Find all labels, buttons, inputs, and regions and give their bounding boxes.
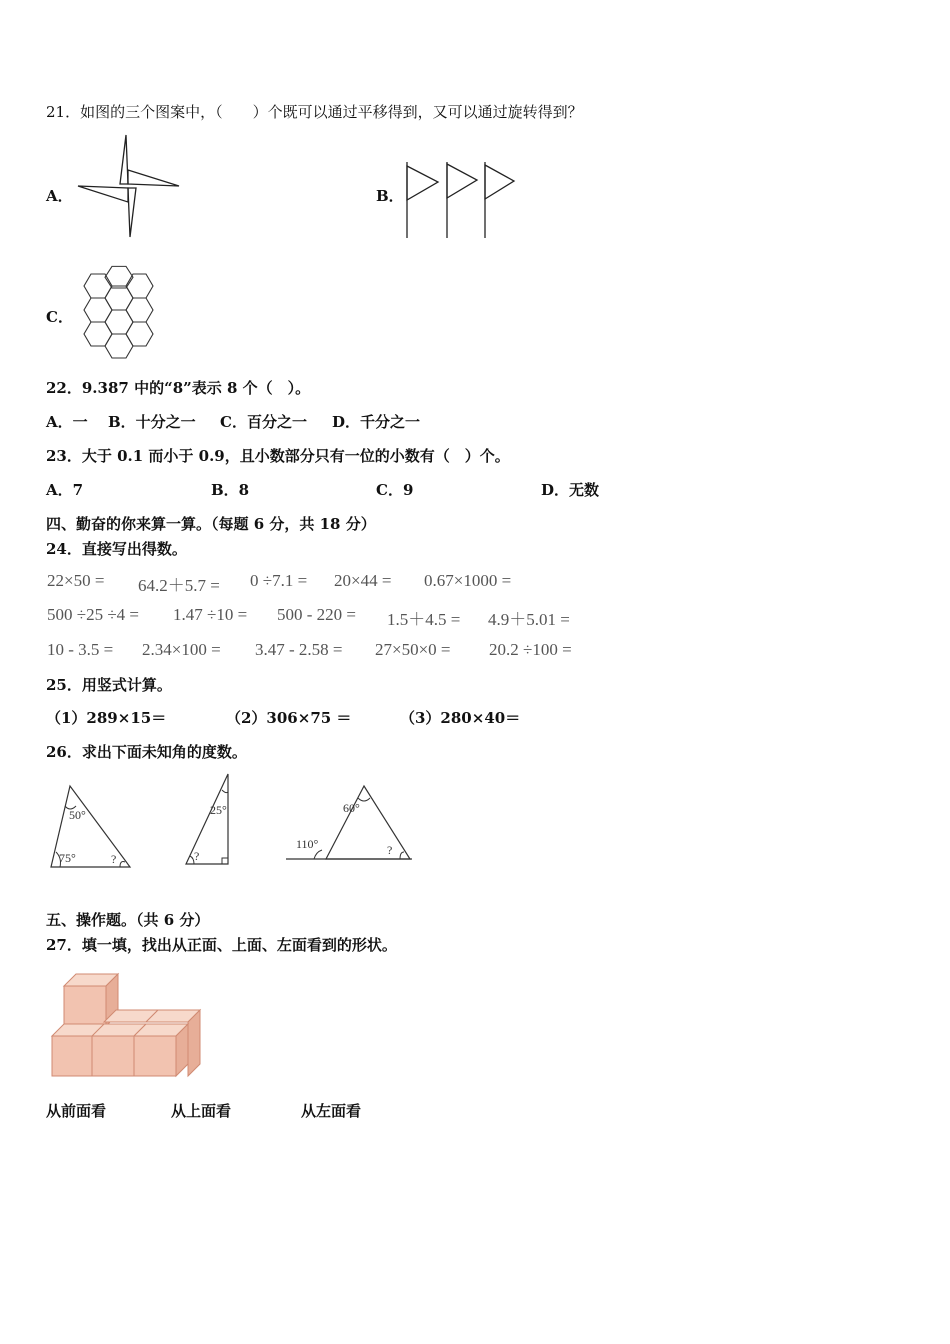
t1-left-angle: 75° [59, 851, 76, 865]
t3-top-angle: 60° [343, 801, 360, 815]
q21-option-a-label: A． [46, 187, 73, 205]
calc-r2-c3: 500 - 220 = [277, 605, 356, 624]
flags-figure [404, 160, 518, 240]
q22-option-b[interactable]: B．十分之一 [108, 413, 196, 431]
triangle-1-figure [48, 782, 134, 872]
q26-stem: 26．求出下面未知角的度数。 [46, 743, 247, 761]
calc-r1-c4: 20×44 = [334, 571, 392, 590]
calc-r3-c2: 2.34×100 = [142, 640, 221, 659]
section-5-heading: 五、操作题。（共 6 分） [46, 911, 210, 929]
calc-r3-c1: 10 - 3.5 = [47, 640, 114, 659]
calc-r2-c5: 4.9＋5.01 = [488, 610, 570, 629]
q25-item-3: （3）280×40＝ [400, 709, 521, 727]
q25-item-2: （2）306×75 ＝ [226, 709, 352, 727]
q24-stem: 24．直接写出得数。 [46, 540, 187, 558]
t1-top-angle: 50° [69, 808, 86, 822]
calc-r2-c2: 1.47 ÷10 = [173, 605, 248, 624]
calc-r3-c5: 20.2 ÷100 = [489, 640, 572, 659]
q27-stem: 27．填一填，找出从正面、上面、左面看到的形状。 [46, 936, 397, 954]
q21-option-b-label: B． [376, 187, 404, 205]
q25-stem: 25．用竖式计算。 [46, 676, 172, 694]
t2-top-angle: 25° [210, 803, 227, 817]
q22-option-a[interactable]: A．一 [46, 413, 88, 431]
q23-stem: 23．大于 0.1 而小于 0.9，且小数部分只有一位的小数有（ ）个。 [46, 447, 510, 465]
q22-option-d[interactable]: D．千分之一 [332, 413, 421, 431]
q23-option-c[interactable]: C．9 [376, 481, 414, 499]
calc-r2-c1: 500 ÷25 ÷4 = [47, 605, 139, 624]
calc-r1-c1: 22×50 = [47, 571, 105, 590]
q22-option-c[interactable]: C．百分之一 [220, 413, 307, 431]
q22-stem: 22．9.387 中的“8”表示 8 个（ ）。 [46, 379, 311, 397]
triangle-2-figure [182, 770, 234, 870]
t3-right-angle: ? [387, 843, 393, 857]
view-front-label: 从前面看 [46, 1102, 107, 1120]
calc-r1-c3: 0 ÷7.1 = [250, 571, 308, 590]
q23-option-d[interactable]: D．无数 [541, 481, 600, 499]
view-top-label: 从上面看 [171, 1102, 232, 1120]
calc-r1-c2: 64.2＋5.7 = [138, 576, 220, 595]
hexagon-figure [74, 266, 168, 360]
q23-option-a[interactable]: A．7 [46, 481, 84, 499]
triangle-3-figure [286, 782, 414, 864]
t2-bottom-angle: ? [194, 849, 200, 863]
q25-item-1: （1）289×15＝ [46, 709, 167, 727]
q23-option-b[interactable]: B．8 [211, 481, 250, 499]
view-left-label: 从左面看 [301, 1102, 362, 1120]
cubes-figure [50, 968, 206, 1080]
section-4-heading: 四、勤奋的你来算一算。（每题 6 分，共 18 分） [46, 515, 376, 533]
t3-exterior-angle: 110° [296, 837, 319, 851]
calc-r2-c4: 1.5＋4.5 = [387, 610, 461, 629]
q21-stem: 21．如图的三个图案中，（ ）个既可以通过平移得到，又可以通过旋转得到？ [46, 103, 583, 121]
pinwheel-figure [76, 133, 182, 239]
t1-right-angle: ? [111, 852, 117, 866]
q21-option-c-label: C． [46, 308, 73, 326]
calc-r1-c5: 0.67×1000 = [424, 571, 512, 590]
calc-r3-c4: 27×50×0 = [375, 640, 451, 659]
calc-r3-c3: 3.47 - 2.58 = [255, 640, 343, 659]
